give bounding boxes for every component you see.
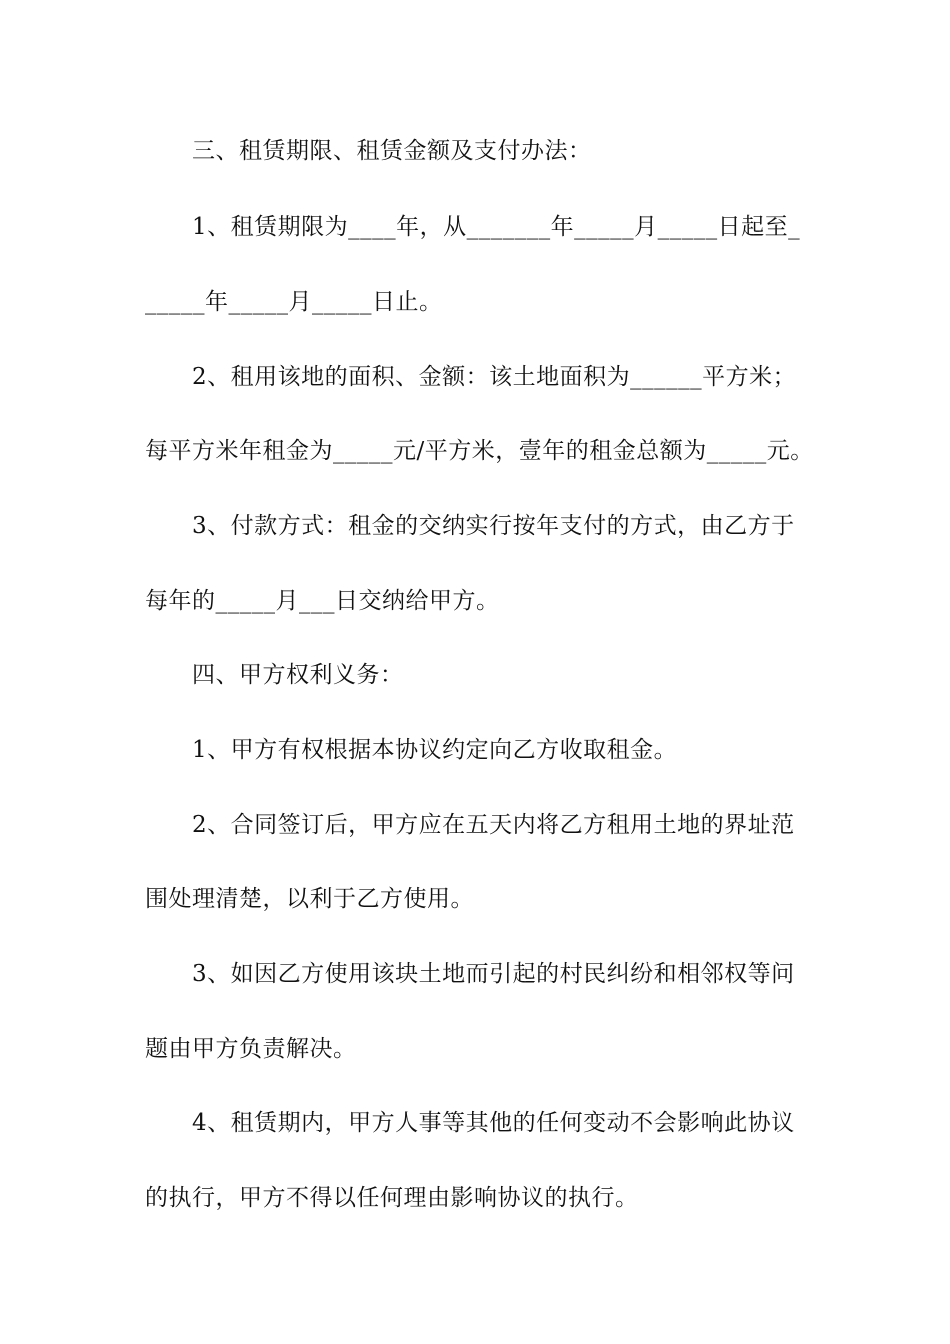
clause-3-3-line-1: 3、付款方式：租金的交纳实行按年支付的方式，由乙方于 [192,513,795,539]
clause-3-3-line-2: 每年的_____月___日交纳给甲方。 [145,588,500,614]
clause-3-1-line-2: _____年_____月_____日止。 [145,289,443,315]
clause-4-2-line-2: 围处理清楚，以利于乙方使用。 [145,886,474,912]
clause-4-4-line-1: 4、租赁期内，甲方人事等其他的任何变动不会影响此协议 [192,1110,795,1136]
section-four-heading: 四、甲方权利义务： [192,662,404,688]
clause-3-1-line-1: 1、租赁期限为____年，从_______年_____月_____日起至_ [192,214,801,240]
clause-4-2-line-1: 2、合同签订后，甲方应在五天内将乙方租用土地的界址范 [192,812,795,838]
clause-4-3-line-1: 3、如因乙方使用该块土地而引起的村民纠纷和相邻权等问 [192,961,795,987]
clause-4-1-line-1: 1、甲方有权根据本协议约定向乙方收取租金。 [192,737,678,763]
clause-3-2-line-2: 每平方米年租金为_____元/平方米，壹年的租金总额为_____元。 [145,438,814,464]
clause-3-2-line-1: 2、租用该地的面积、金额：该土地面积为______平方米； [192,364,797,390]
section-three-heading: 三、租赁期限、租赁金额及支付办法： [192,138,592,164]
clause-4-4-line-2: 的执行，甲方不得以任何理由影响协议的执行。 [145,1185,639,1211]
clause-4-3-line-2: 题由甲方负责解决。 [145,1036,357,1062]
